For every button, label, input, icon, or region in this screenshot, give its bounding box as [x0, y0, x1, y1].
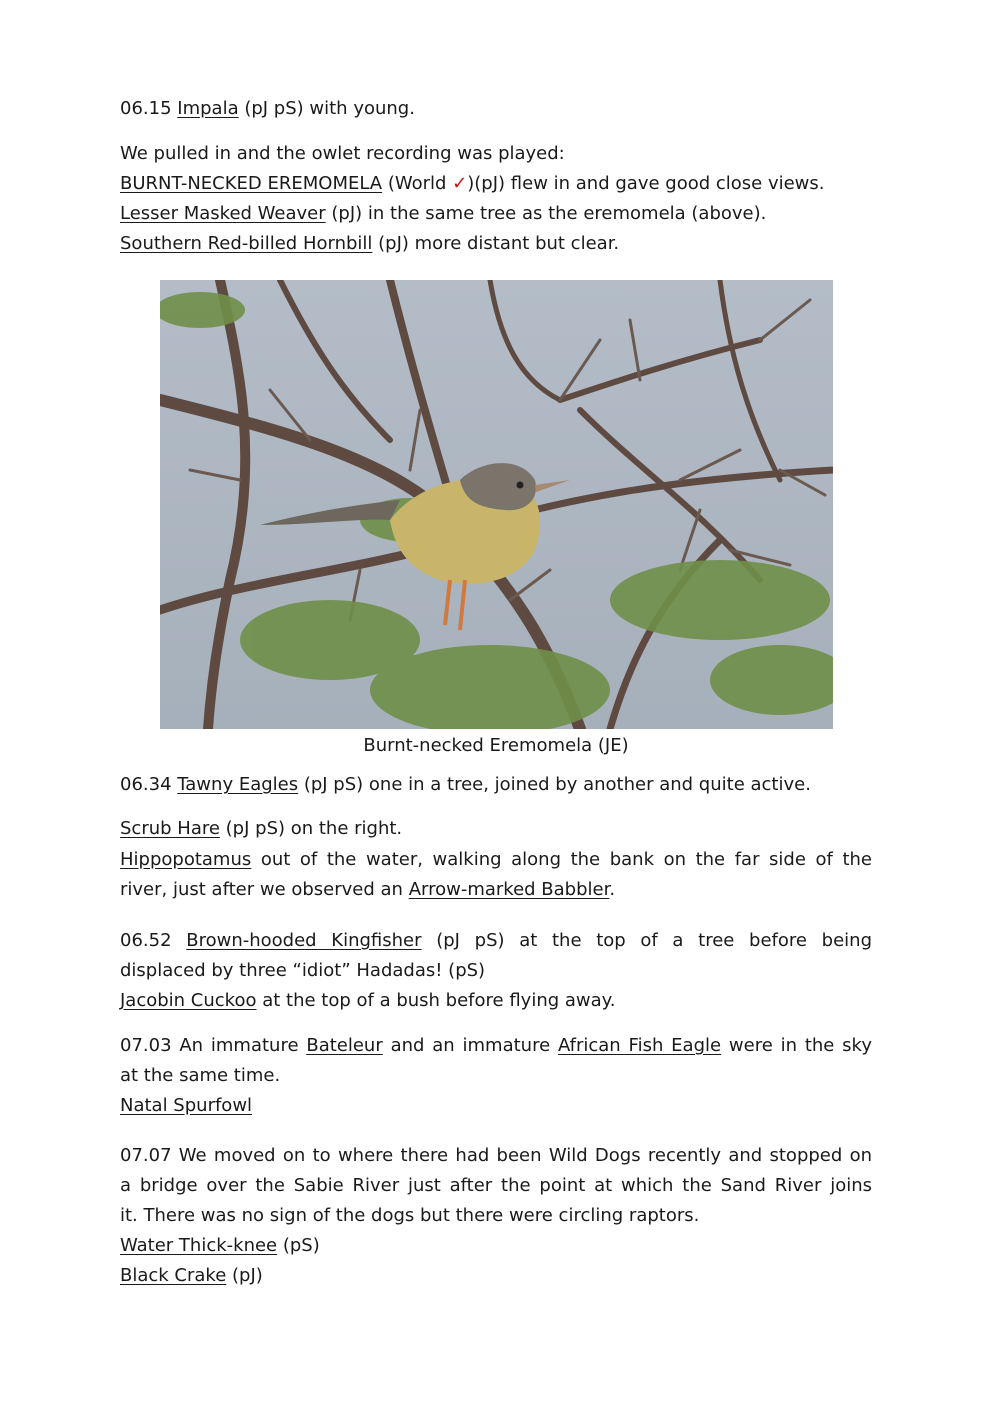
entry-crake: Black Crake (pJ) [120, 1265, 263, 1286]
entry-eremomela: BURNT-NECKED EREMOMELA (World ✓)(pJ) flew in and gave good close views. [120, 173, 825, 194]
species-link: Jacobin Cuckoo [120, 990, 257, 1011]
entry-hippo: Hippopotamus out of the water, walking along the bank on the far side of the [120, 849, 872, 870]
species-link: Black Crake [120, 1265, 227, 1286]
species-link: Lesser Masked Weaver [120, 203, 326, 224]
species-link: Hippopotamus [120, 849, 252, 870]
species-link: African Fish Eagle [557, 1035, 722, 1056]
entry-thickknee: Water Thick-knee (pS) [120, 1235, 320, 1256]
entry-spurfowl [120, 1091, 252, 1121]
entry-hornbill: Southern Red-billed Hornbill (pJ) more distant but clear. [120, 233, 620, 254]
entry-0652-cont: displaced by three “idiot” Hadadas! (pS) [120, 960, 486, 981]
species-link: Bateleur [306, 1035, 383, 1056]
bird-photo [160, 280, 833, 729]
photo-caption: Burnt-necked Eremomela (JE) [363, 735, 629, 756]
entry-0634: 06.34 Tawny Eagles (pJ pS) one in a tree, joined by another and quite active. [120, 774, 811, 795]
species-link: Impala [177, 98, 239, 119]
species-link: Tawny Eagles [177, 774, 299, 795]
checkmark-icon: ✓ [452, 173, 468, 194]
species-link: BURNT-NECKED EREMOMELA [120, 173, 383, 194]
entry-0703-cont: at the same time. [120, 1065, 281, 1086]
entry-0615: 06.15 Impala (pJ pS) with young. [120, 98, 415, 119]
entry-0707-line2: a bridge over the Sabie River just after the point at which the Sand River joins [120, 1175, 872, 1196]
species-link: Southern Red-billed Hornbill [120, 233, 373, 254]
entry-weaver: Lesser Masked Weaver (pJ) in the same tree as the eremomela (above). [120, 203, 767, 224]
entry-cuckoo: Jacobin Cuckoo at the top of a bush before flying away. [120, 990, 616, 1011]
entry-0707-line1: 07.07 We moved on to where there had been Wild Dogs recently and stopped on [120, 1145, 872, 1166]
entry-hare: Scrub Hare (pJ pS) on the right. [120, 818, 403, 839]
eremomela-photo-illustration [160, 280, 833, 729]
paragraph-text: We pulled in and the owlet recording was played: [120, 143, 565, 164]
species-link: Arrow-marked Babbler [408, 879, 610, 900]
species-link: Scrub Hare [120, 818, 220, 839]
entry-hippo-cont: river, just after we observed an Arrow-marked Babbler. [120, 879, 616, 900]
entry-0652: 06.52 Brown-hooded Kingfisher (pJ pS) at the top of a tree before being [120, 930, 873, 951]
species-link: Water Thick-knee [120, 1235, 278, 1256]
entry-0703: 07.03 An immature Bateleur and an immature African Fish Eagle were in the sky [120, 1035, 872, 1056]
species-link: Brown-hooded Kingfisher [186, 930, 422, 951]
species-link: Natal Spurfowl [120, 1095, 253, 1116]
entry-0707-line3: it. There was no sign of the dogs but there were circling raptors. [120, 1205, 700, 1226]
